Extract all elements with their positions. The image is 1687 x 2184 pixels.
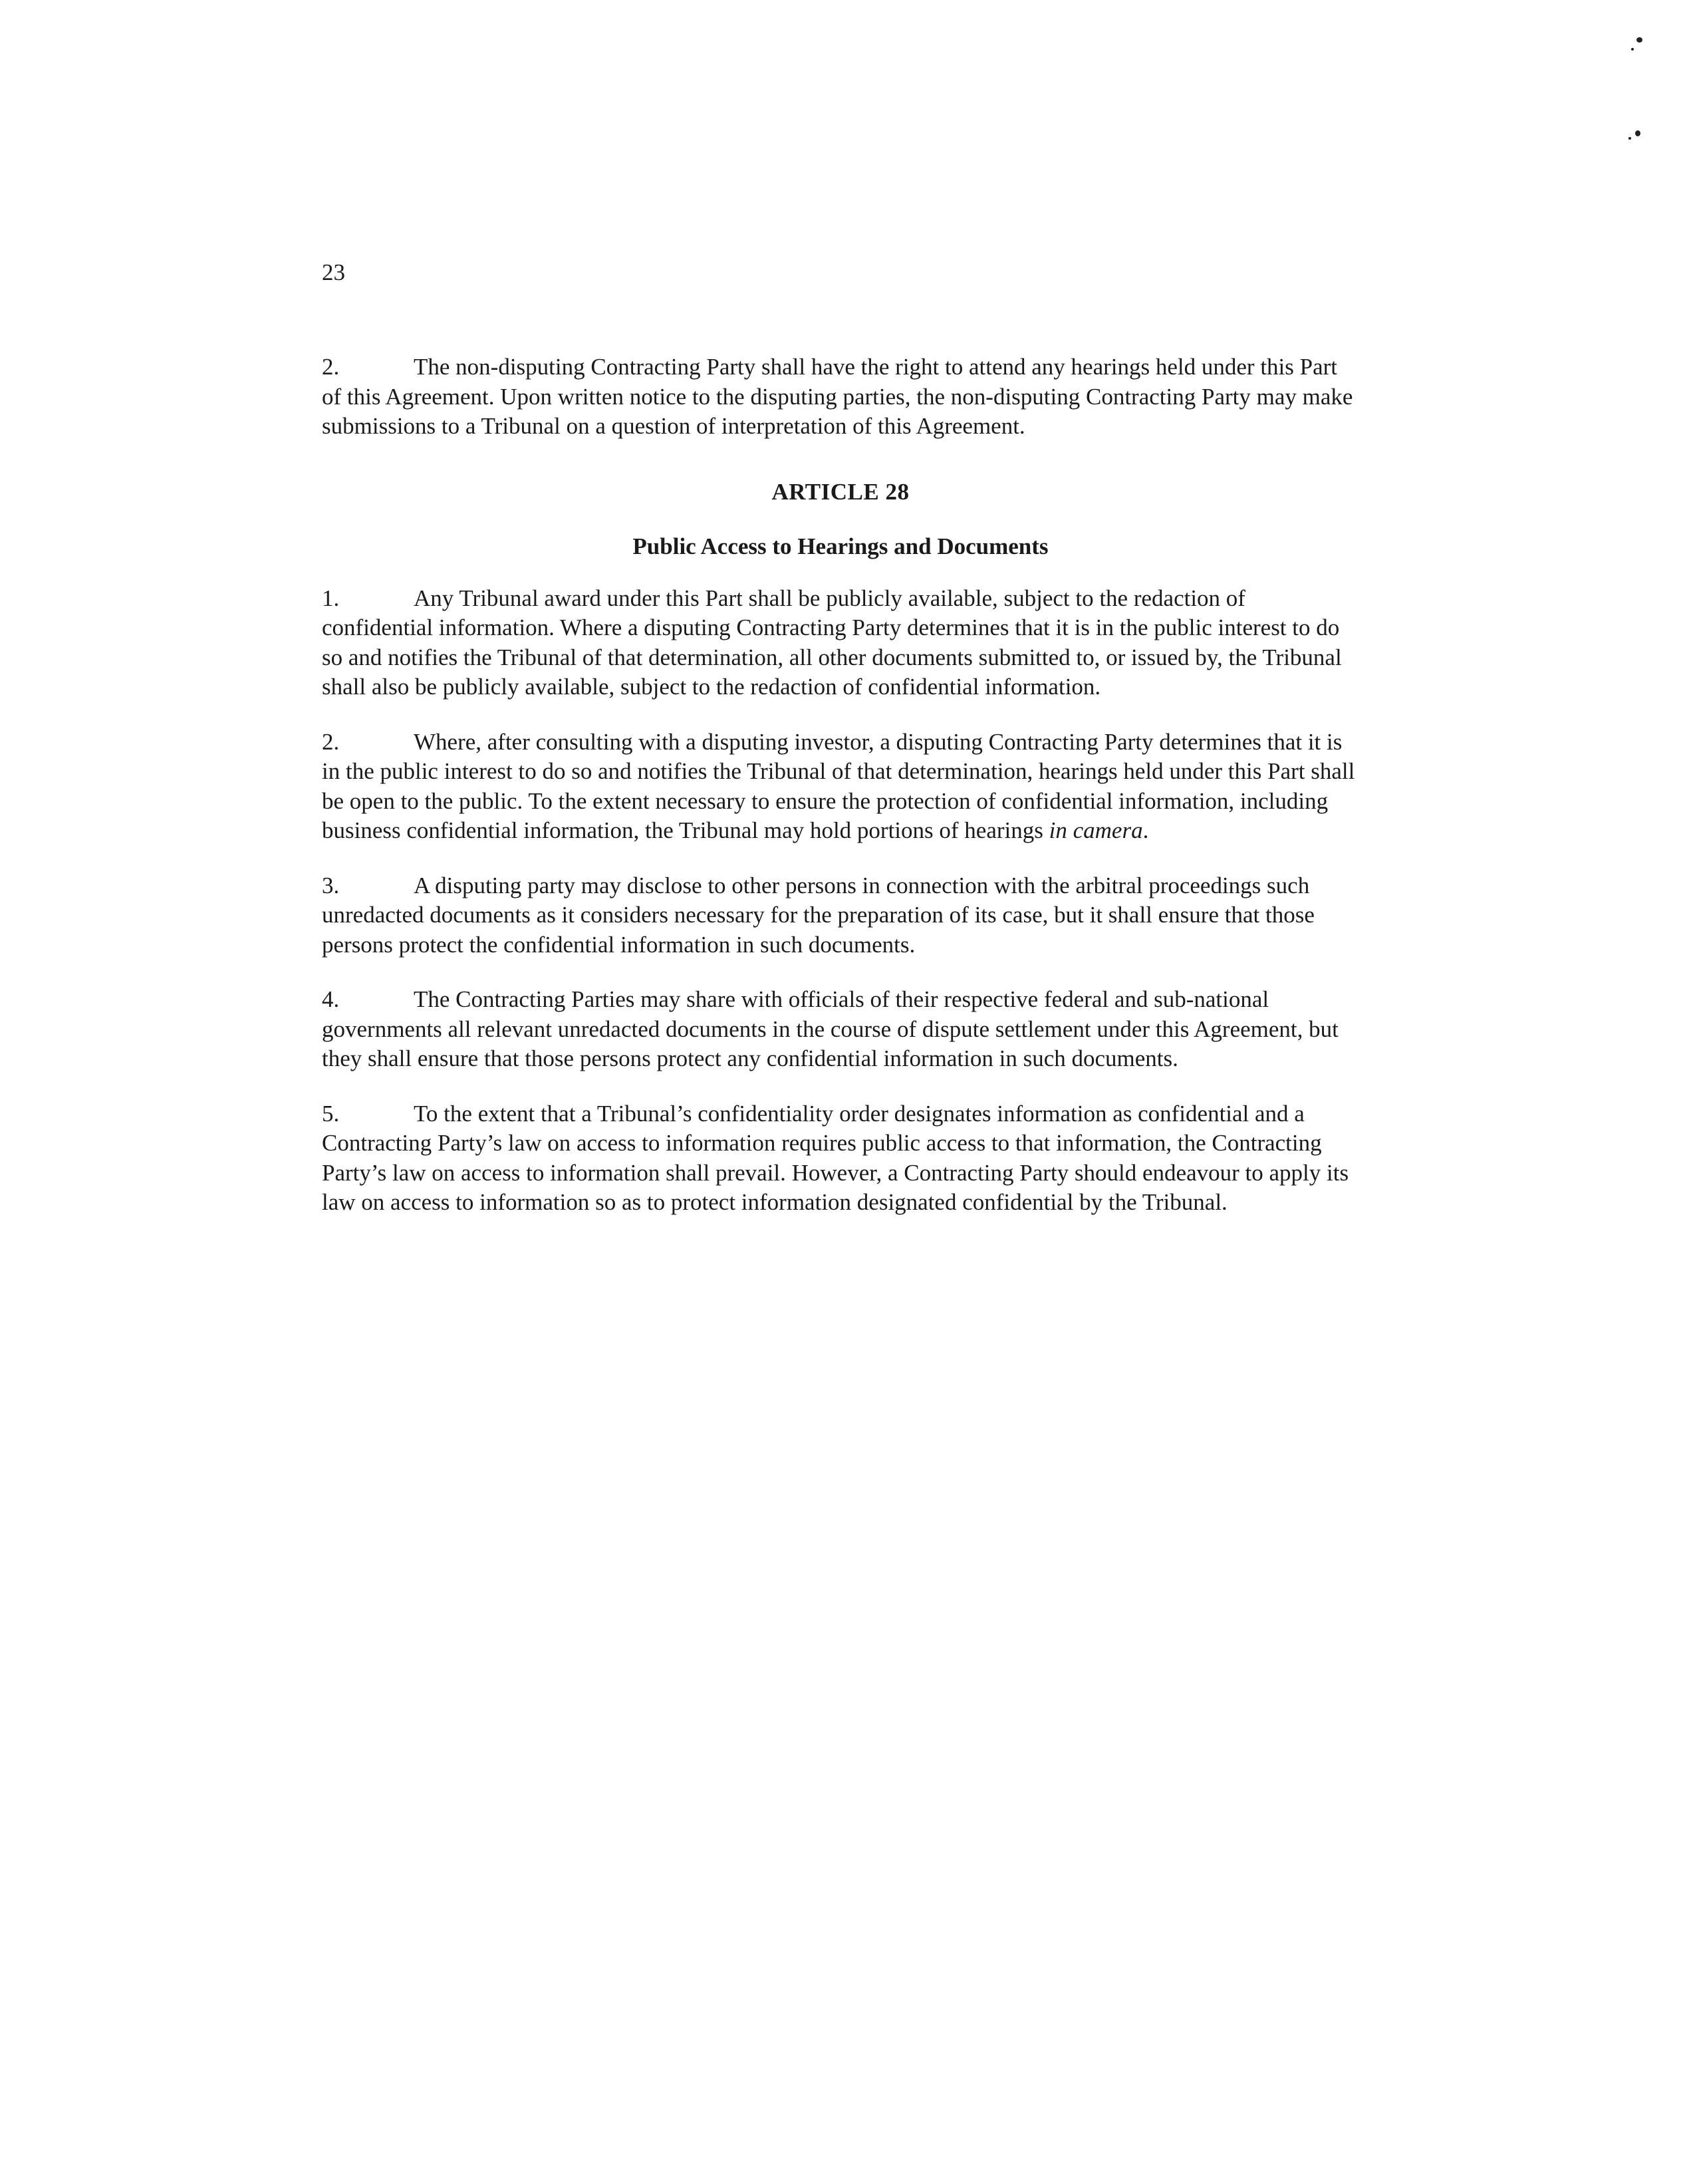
paragraph-number: 2. bbox=[322, 728, 340, 755]
paragraph-number: 2. bbox=[322, 354, 340, 380]
scan-speck bbox=[1635, 130, 1640, 136]
paragraph-2 bbox=[322, 728, 1359, 846]
paragraph-1 bbox=[322, 584, 1359, 702]
scan-speck bbox=[1636, 37, 1642, 43]
paragraph-5 bbox=[322, 1099, 1359, 1218]
article-heading: ARTICLE 28 bbox=[771, 478, 910, 505]
scan-speck bbox=[1631, 48, 1634, 51]
paragraph-text: To the extent that a Tribunal’s confidentiality order designates information as confidential and a Contracting Party’s law on access to information requires public access to that information, the Contracting Party’s law on access to information shall prevail. However, a Contracting Party should endeavour to apply its law on access to information so as to protect information designated confidential by the Tribunal. bbox=[322, 1100, 1349, 1215]
paragraph-italic-term: in camera bbox=[1049, 817, 1143, 843]
scan-speck bbox=[1628, 137, 1631, 140]
page-number: 23 bbox=[322, 259, 345, 285]
intro-paragraph bbox=[322, 352, 1359, 442]
paragraph-text: A disputing party may disclose to other persons in connection with the arbitral proceedings such unredacted documents as it considers necessary for the preparation of its case, but it shall ensure that those persons protect the confidential information in such documents. bbox=[322, 872, 1315, 958]
paragraph-text: The non-disputing Contracting Party shall have the right to attend any hearings held under this Part of this Agreement. Upon written notice to the disputing parties, the non-disputing Contracting Party may make submissions to a Tribunal on a question of interpretation of this Agreement. bbox=[322, 354, 1353, 439]
paragraph-number: 5. bbox=[322, 1100, 340, 1127]
paragraph-text: Any Tribunal award under this Part shall be publicly available, subject to the redaction of confidential information. Where a disputing Contracting Party determines that it is in the public interest to do so and notifies the Tribunal of that determination, all other documents submitted to, or issued by, the Tribunal shall also be publicly available, subject to the redaction of confidential information. bbox=[322, 585, 1342, 700]
paragraph-3 bbox=[322, 871, 1359, 960]
paragraph-text: Where, after consulting with a disputing investor, a disputing Contracting Party determines that it is in the public interest to do so and notifies the Tribunal of that determination, hearings held under this Part shall be open to the public. To the extent necessary to ensure the protection of confidential information, including business confidential information, the Tribunal may hold portions of hearings bbox=[322, 728, 1355, 843]
paragraph-number: 1. bbox=[322, 585, 340, 611]
paragraph-number: 4. bbox=[322, 986, 340, 1012]
paragraph-text: The Contracting Parties may share with officials of their respective federal and sub-national governments all relevant unredacted documents in the course of dispute settlement under this Agreement, but they shall ensure that those persons protect any confidential information in such documents. bbox=[322, 986, 1339, 1071]
paragraph-tail: . bbox=[1142, 817, 1149, 843]
paragraph-number: 3. bbox=[322, 872, 340, 898]
document-body bbox=[322, 352, 1359, 1243]
paragraph-4 bbox=[322, 985, 1359, 1074]
article-title: Public Access to Hearings and Documents bbox=[632, 533, 1049, 559]
